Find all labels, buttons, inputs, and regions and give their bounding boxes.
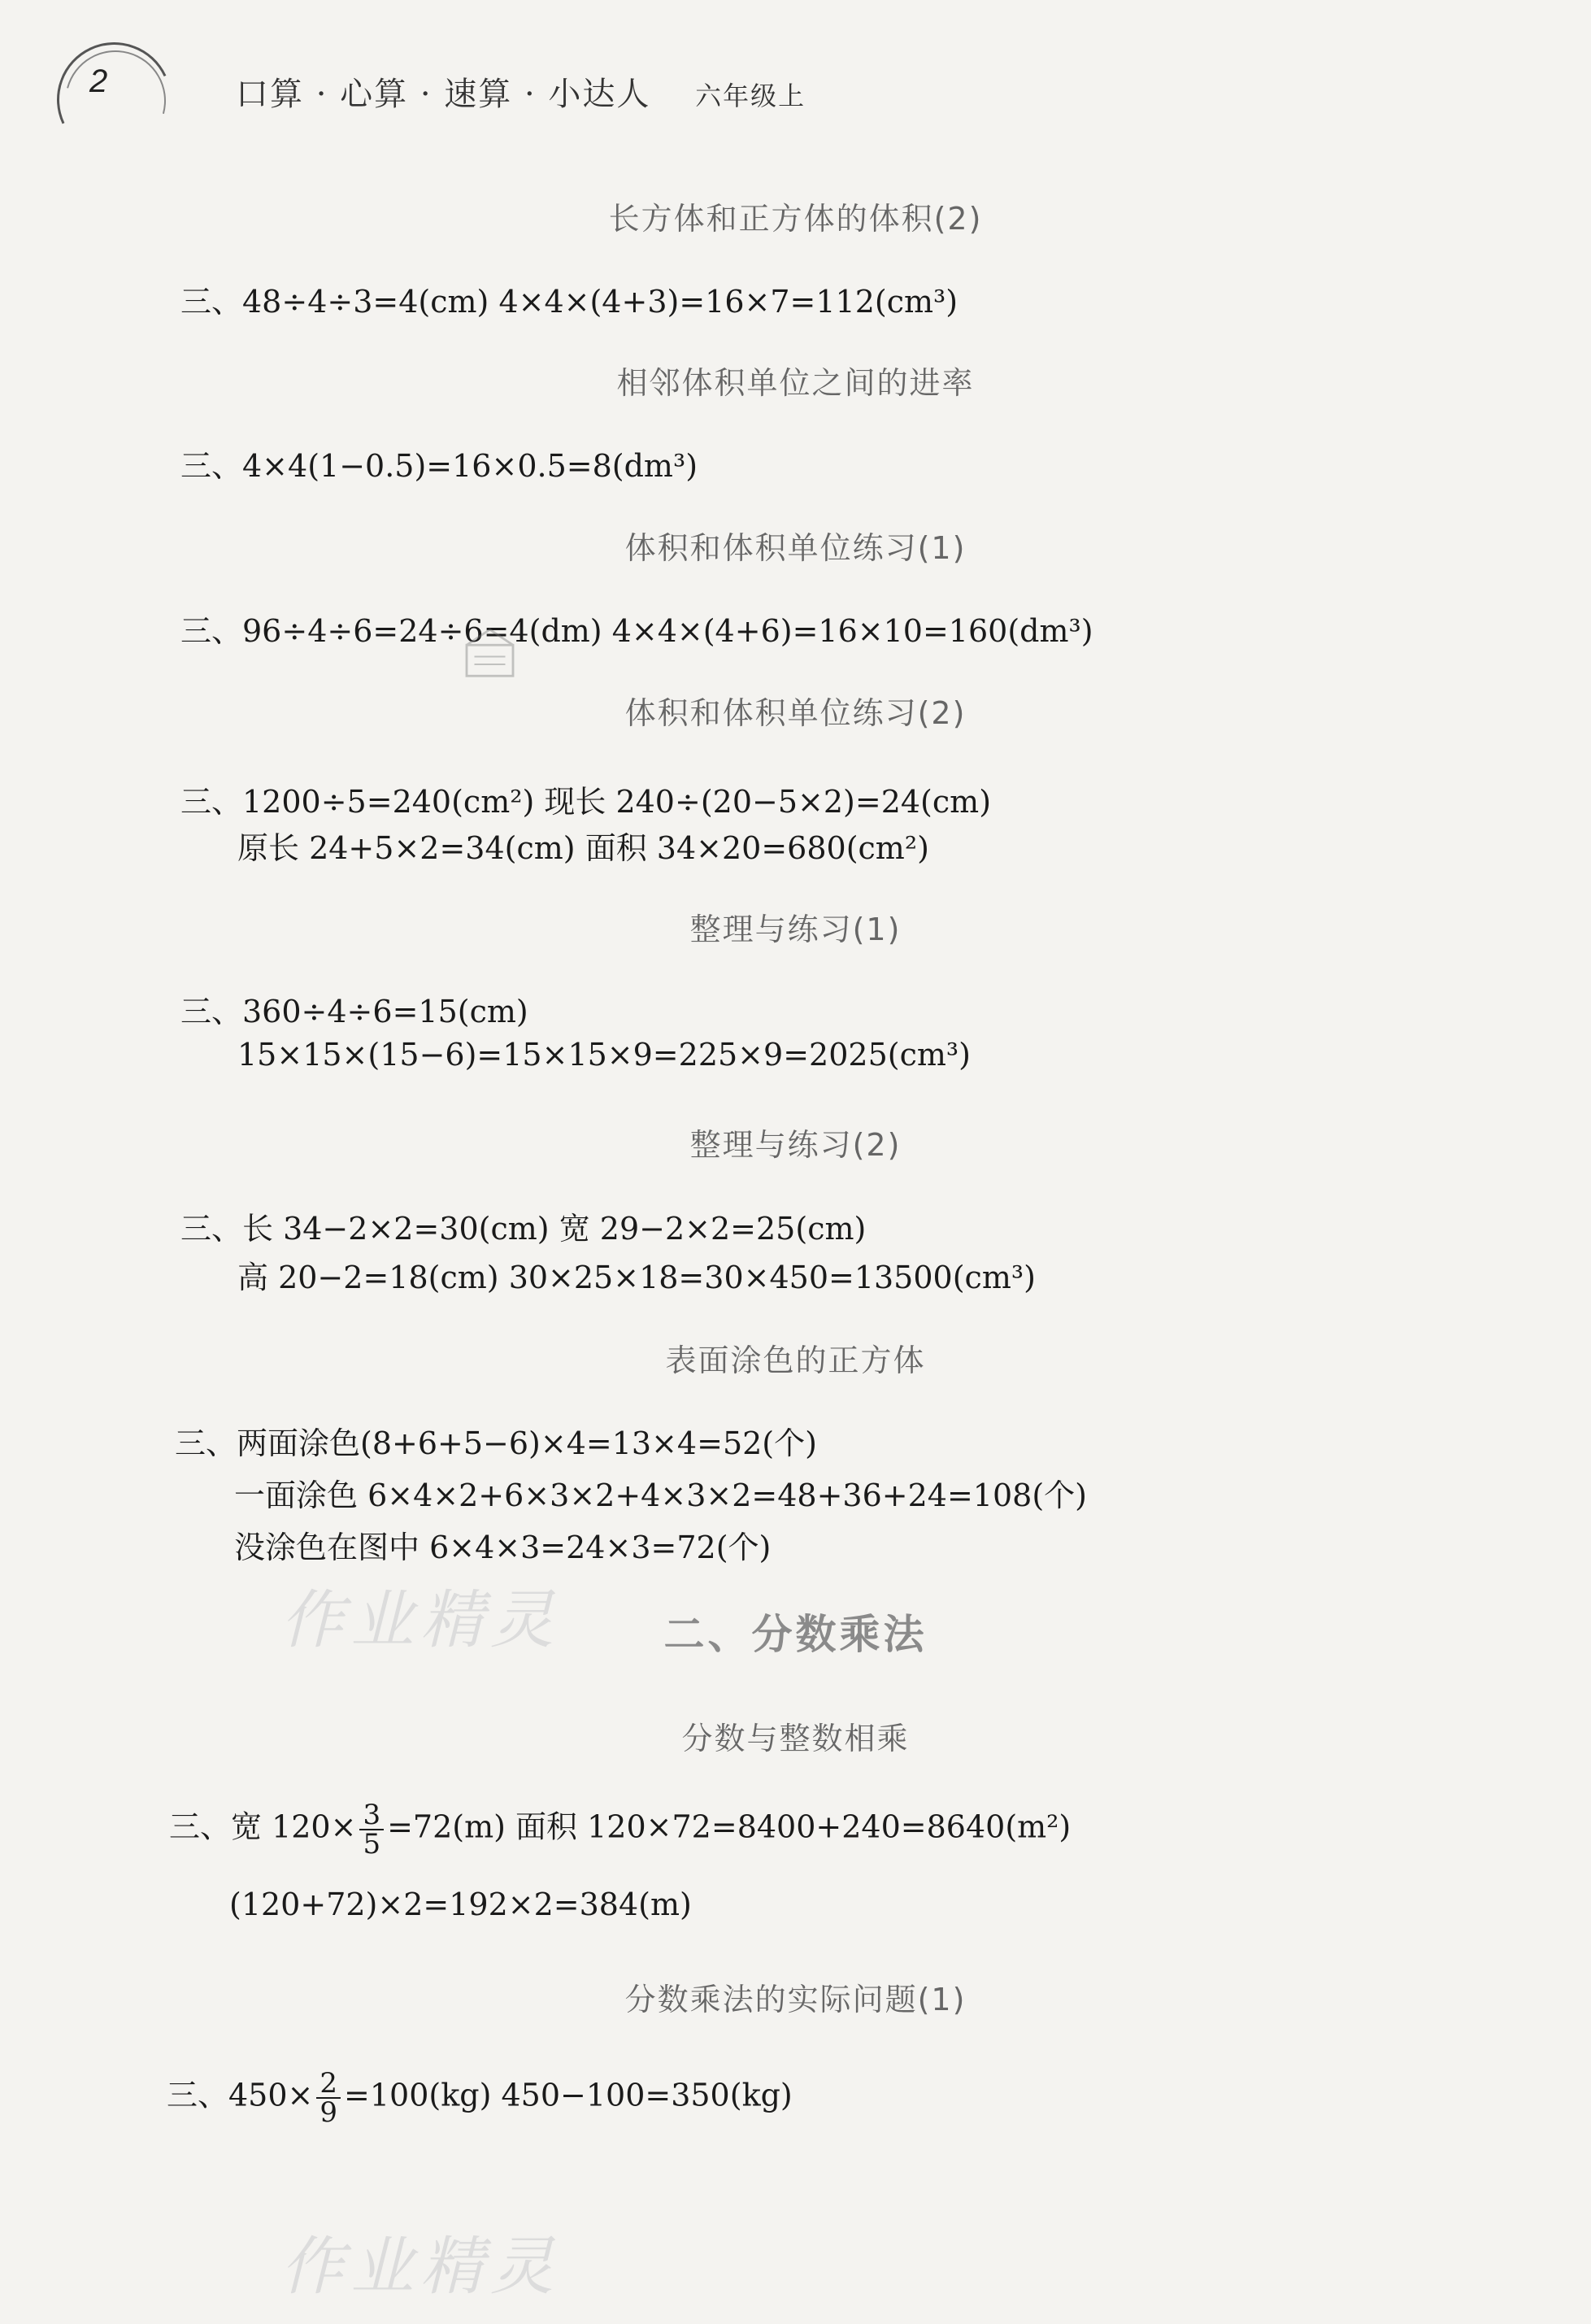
answer-line: 三、450× $\frac{2}{9}$ =100(kg) 450−100=350(kg) <box>167 2067 793 2129</box>
answer-line: 三、96÷4÷6=24÷6=4(dm) 4×4×(4+6)=16×10=160(dm³) <box>180 613 1093 649</box>
watermark: 作业精灵 <box>280 1584 561 1657</box>
book-title: 口算 · 心算 · 速算 · 小达人 <box>236 76 651 113</box>
section-title: 整理与练习(1) <box>689 912 902 947</box>
answer-line: 三、360÷4÷6=15(cm) <box>180 994 528 1029</box>
answer-line: 15×15×(15−6)=15×15×9=225×9=2025(cm³) <box>237 1037 971 1073</box>
grade-label: 六年级上 <box>695 81 806 111</box>
answer-line: 三、48÷4÷3=4(cm) 4×4×(4+3)=16×7=112(cm³) <box>180 284 959 320</box>
section-title: 体积和体积单位练习(2) <box>624 695 967 731</box>
section-title: 体积和体积单位练习(1) <box>624 530 967 566</box>
section-title: 表面涂色的正方体 <box>665 1343 926 1378</box>
section-title: 整理与练习(2) <box>689 1127 902 1163</box>
section-title: 长方体和正方体的体积(2) <box>608 201 983 237</box>
section-title: 分数乘法的实际问题(1) <box>624 1982 967 2017</box>
page-corner-arc-inner <box>46 32 184 169</box>
answer-line: 原长 24+5×2=34(cm) 面积 34×20=680(cm²) <box>237 830 929 866</box>
chapter-title: 二、分数乘法 <box>663 1611 928 1658</box>
section-title: 相邻体积单位之间的进率 <box>616 365 975 401</box>
answer-line: 一面涂色 6×4×2+6×3×2+4×3×2=48+36+24=108(个) <box>234 1478 1087 1513</box>
answer-line: 三、宽 120× $\frac{3}{5}$ =72(m) 面积 120×72=8400+240=8640(m²) <box>169 1799 1072 1861</box>
watermark: 作业精灵 <box>280 2230 561 2304</box>
answer-line: 三、长 34−2×2=30(cm) 宽 29−2×2=25(cm) <box>180 1211 867 1247</box>
fraction: $\frac{2}{9}$ <box>316 2069 341 2126</box>
stamp-icon <box>451 618 528 695</box>
answer-line: (120+72)×2=192×2=384(m) <box>229 1887 692 1922</box>
section-title: 分数与整数相乘 <box>681 1721 910 1756</box>
answer-line: 高 20−2=18(cm) 30×25×18=30×450=13500(cm³) <box>237 1260 1036 1295</box>
answer-line: 三、4×4(1−0.5)=16×0.5=8(dm³) <box>180 448 698 484</box>
page-number: 2 <box>89 63 108 99</box>
answer-line: 三、两面涂色(8+6+5−6)×4=13×4=52(个) <box>175 1425 817 1461</box>
answer-line: 没涂色在图中 6×4×3=24×3=72(个) <box>234 1530 772 1565</box>
running-header <box>236 68 806 115</box>
fraction: $\frac{3}{5}$ <box>359 1801 384 1858</box>
answer-line: 三、1200÷5=240(cm²) 现长 240÷(20−5×2)=24(cm) <box>180 784 992 820</box>
